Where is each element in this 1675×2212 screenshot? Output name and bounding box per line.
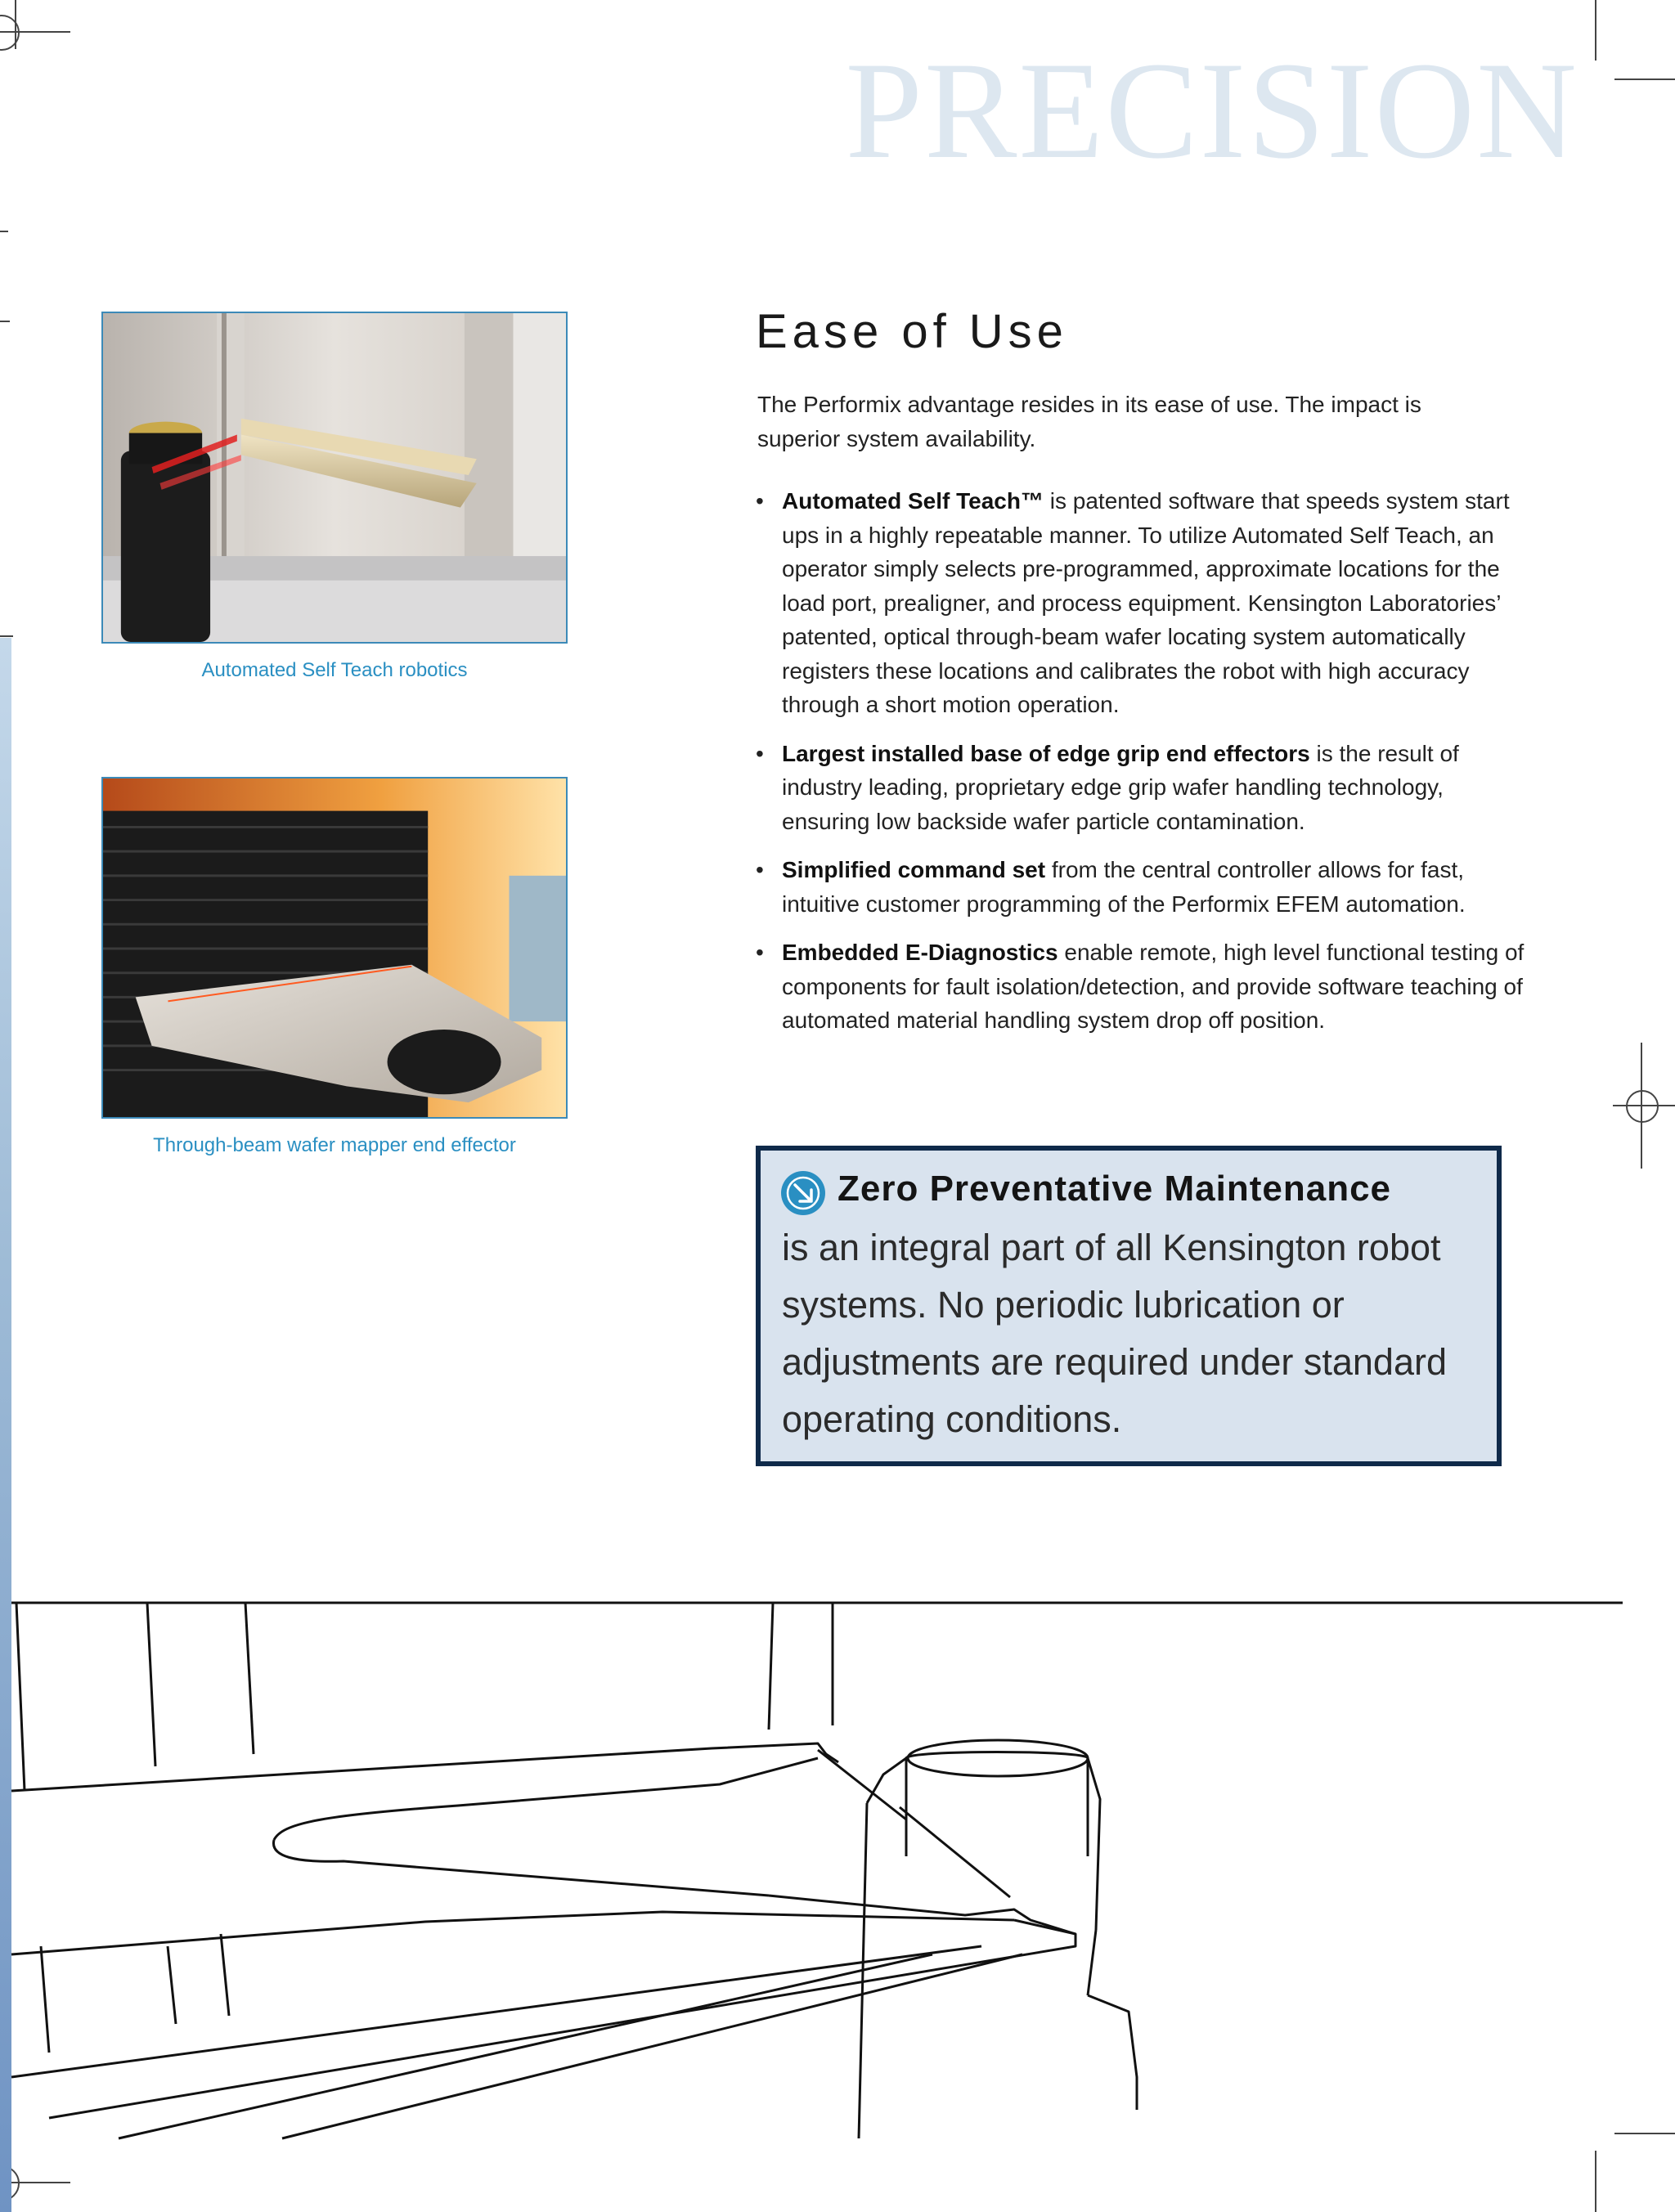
crop-mark [0,635,13,637]
bullet-lead: Largest installed base of edge grip end effectors [782,740,1310,766]
registration-mark-top-left [0,15,20,51]
bullet-dot: • [756,488,764,514]
crop-mark [1614,79,1675,80]
callout-body: is an integral part of all Kensington robot systems. No periodic lubrication or adjustments are required under standard operating conditions. [782,1227,1447,1440]
robotics-illustration [103,313,566,642]
photo-wafer-mapper-end-effector [101,777,568,1119]
photo-caption: Automated Self Teach robotics [201,659,468,681]
feature-bullet-list [756,484,1525,1052]
list-item [756,853,1525,921]
list-item [756,936,1525,1038]
section-intro: The Performix advantage resides in its ease of use. The impact is superior system availability. [757,392,1421,451]
list-item [756,484,1525,722]
photo-caption: Through-beam wafer mapper end effector [153,1134,516,1156]
bullet-dot: • [756,940,764,965]
list-item [756,737,1525,839]
maintenance-callout [756,1146,1502,1466]
bullet-dot: • [756,740,764,766]
photo-self-teach-robotics [101,312,568,644]
bullet-text: is patented software that speeds system start ups in a highly repeatable manner. To utilize Automated Self Teach, an operator simply selects pre-programmed, approximate locations for the load port, prealigner, and process equipment. Kensington Laboratories’ patented, optical through-beam wafer locating system automatically registers these locations and calibrates the robot with high accuracy through a short motion operation. [782,488,1510,717]
page-watermark-title: PRECISION [845,34,1578,187]
callout-title: Zero Preventative Maintenance [838,1169,1392,1209]
bullet-text: is the result of industry leading, proprietary edge grip wafer handling technology, ensuring low backside wafer particle contamination. [782,740,1459,834]
bullet-lead: Simplified command set [782,857,1046,882]
crop-mark [0,231,8,232]
bullet-dot: • [756,857,764,882]
bullet-text: enable remote, high level functional testing of components for fault isolation/detection, and provide software teaching of automated material handling system drop off position. [782,940,1525,1033]
crop-mark [1595,2151,1596,2212]
registration-mark-right [1626,1090,1659,1123]
bullet-lead: Automated Self Teach™ [782,488,1044,514]
crop-mark [1595,0,1596,61]
bullet-lead: Embedded E-Diagnostics [782,940,1058,965]
arrow-down-right-circle-icon [780,1170,826,1216]
section-heading: Ease of Use [756,305,1068,358]
robot-arm-line-drawing [0,1586,1675,2159]
crop-mark [0,321,10,322]
bullet-text: from the central controller allows for fast, intuitive customer programming of the Performix EFEM automation. [782,857,1466,917]
wafer-mapper-illustration [103,778,566,1117]
